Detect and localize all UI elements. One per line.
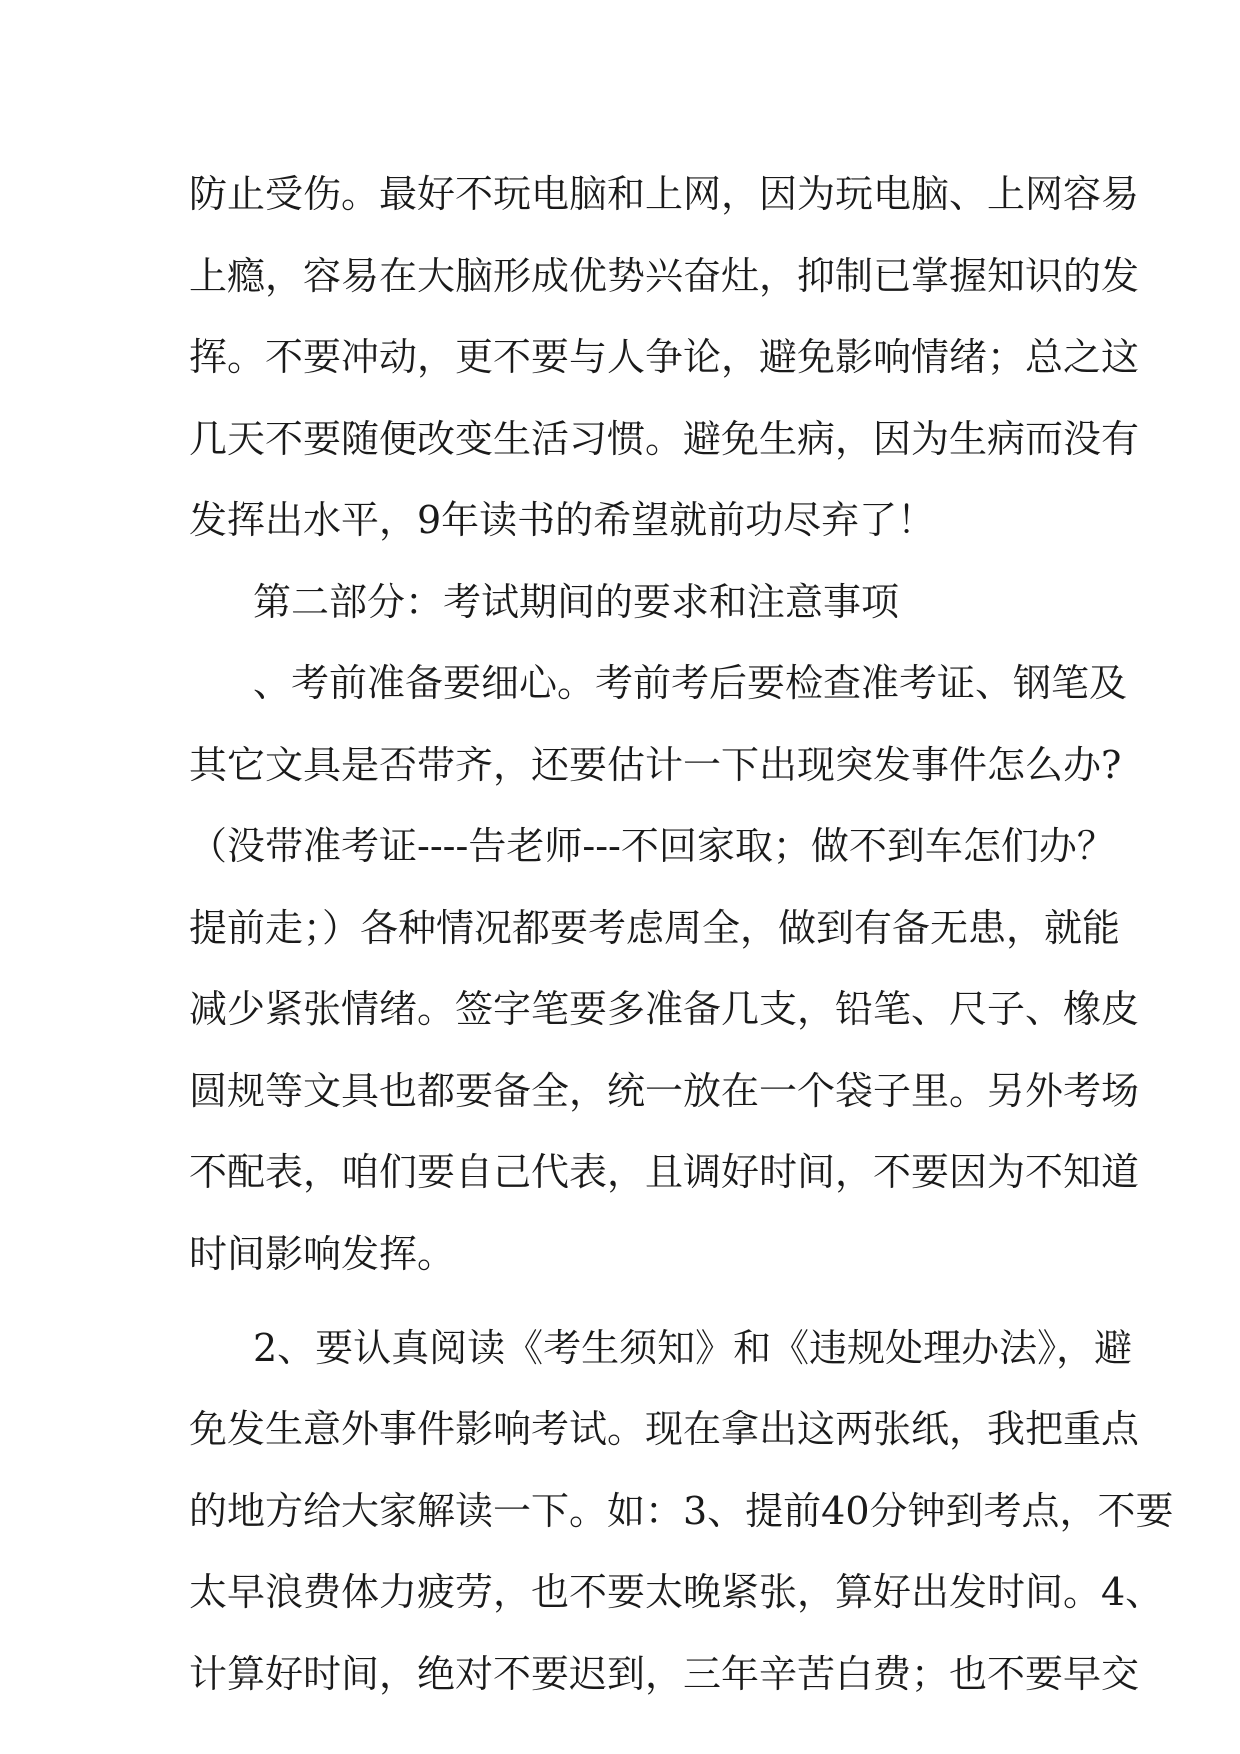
- section-heading: 第二部分：考试期间的要求和注意事项: [253, 579, 900, 624]
- text-line: 、考前准备要细心。考前考后要检查准考证、钢笔及: [253, 661, 1128, 705]
- text-line: 太早浪费体力疲劳，也不要太晚紧张，算好出发时间。4、: [189, 1570, 1164, 1614]
- text-line: 不配表，咱们要自己代表，且调好时间，不要因为不知道: [189, 1150, 1140, 1194]
- text-line: 发挥出水平，9年读书的希望就前功尽弃了！: [189, 498, 936, 542]
- text-line: 上瘾，容易在大脑形成优势兴奋灶，抑制已掌握知识的发: [189, 253, 1140, 298]
- text-line: 几天不要随便改变生活习惯。避免生病，因为生病而没有: [189, 416, 1140, 461]
- document-body: [189, 171, 1174, 1732]
- text-line: 挥。不要冲动，更不要与人争论，避免影响情绪；总之这: [189, 335, 1140, 379]
- text-line: 减少紧张情绪。签字笔要多准备几支，铅笔、尺子、橡皮: [189, 987, 1140, 1031]
- text-line: 的地方给大家解读一下。如：3、提前40分钟到考点，不要: [189, 1488, 1174, 1533]
- text-line: 计算好时间，绝对不要迟到，三年辛苦白费；也不要早交: [189, 1651, 1140, 1696]
- text-line: 时间影响发挥。: [189, 1231, 456, 1276]
- text-line: 防止受伤。最好不玩电脑和上网，因为玩电脑、上网容易: [189, 172, 1140, 216]
- text-line: 圆规等文具也都要备全，统一放在一个袋子里。另外考场: [189, 1068, 1140, 1113]
- text-line: 其它文具是否带齐，还要估计一下出现突发事件怎么办?: [189, 742, 1122, 787]
- text-line: 提前走；）各种情况都要考虑周全，做到有备无患，就能: [189, 905, 1121, 950]
- text-line: 免发生意外事件影响考试。现在拿出这两张纸，我把重点: [189, 1407, 1140, 1451]
- text-line: 2、要认真阅读《考生须知》和《违规处理办法》，避: [253, 1325, 1133, 1370]
- text-line: （没带准考证----告老师---不回家取；做不到车怎们办？: [189, 824, 1115, 868]
